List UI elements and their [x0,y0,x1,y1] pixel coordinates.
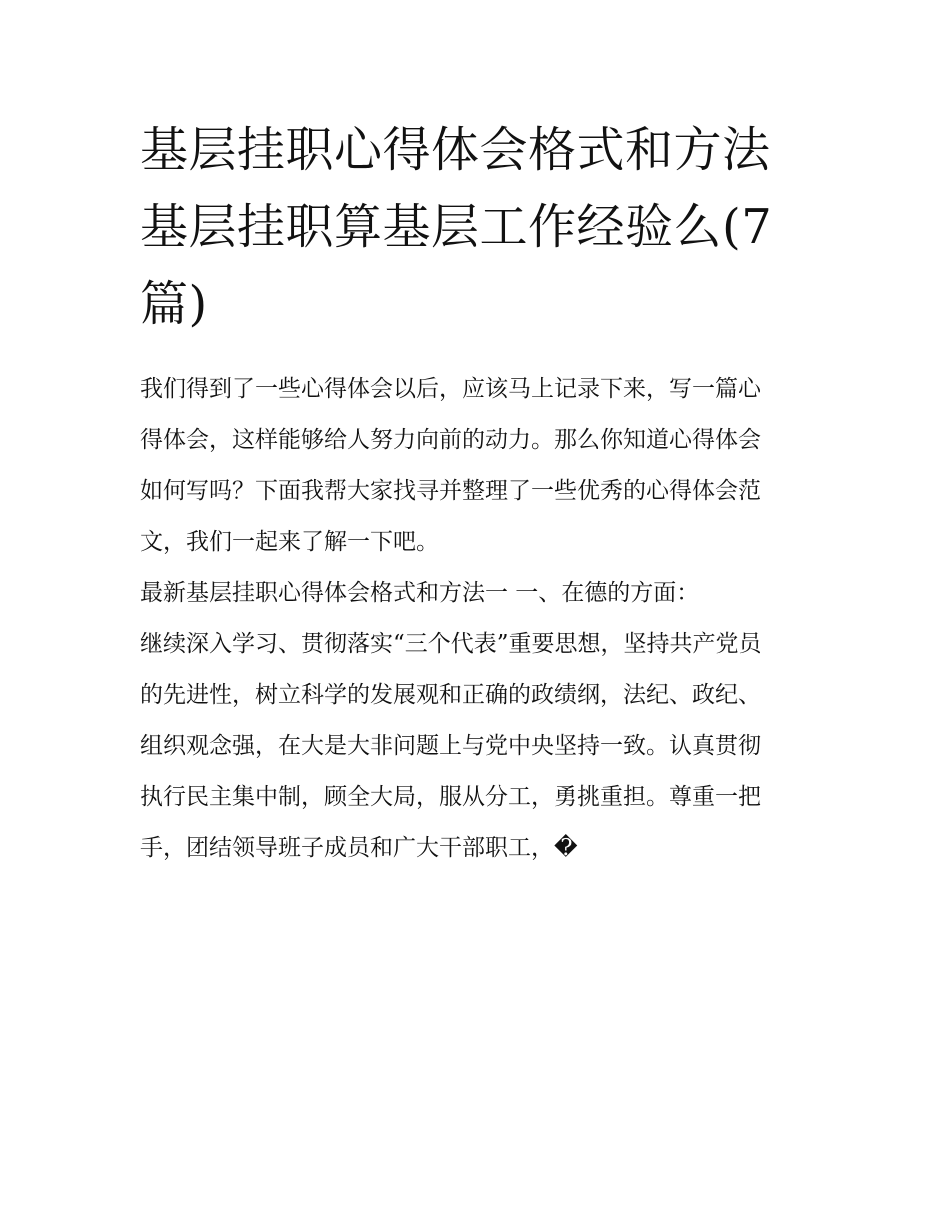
document-body [140,364,812,874]
intro-line: 如何写吗？下面我帮大家找寻并整理了一些优秀的心得体会范 [140,478,761,504]
intro-line: 文，我们一起来了解一下吧。 [140,529,439,555]
title-line: 篇) [140,276,208,332]
body-line: 的先进性，树立科学的发展观和正确的政绩纲，法纪、政纪、 [140,682,761,708]
section-heading [140,568,812,619]
intro-paragraph [140,364,812,568]
body-paragraph [140,619,812,874]
section-heading-line: 最新基层挂职心得体会格式和方法一 一、在德的方面： [140,580,700,606]
body-line: 执行民主集中制，顾全大局，服从分工，勇挑重担。尊重一把 [140,784,761,810]
intro-line: 得体会，这样能够给人努力向前的动力。那么你知道心得体会 [140,427,761,453]
document-title [140,112,812,343]
intro-line: 我们得到了一些心得体会以后，应该马上记录下来，写一篇心 [140,376,761,402]
document-content [140,112,812,874]
title-line: 基层挂职算基层工作经验么(7 [140,199,773,255]
body-line: 组织观念强，在大是大非问题上与党中央坚持一致。认真贯彻 [140,733,761,759]
title-line: 基层挂职心得体会格式和方法 [140,122,771,178]
body-line: 手，团结领导班子成员和广大干部职工，� [140,835,578,861]
body-line: 继续深入学习、贯彻落实“三个代表”重要思想，坚持共产党员 [140,631,762,657]
